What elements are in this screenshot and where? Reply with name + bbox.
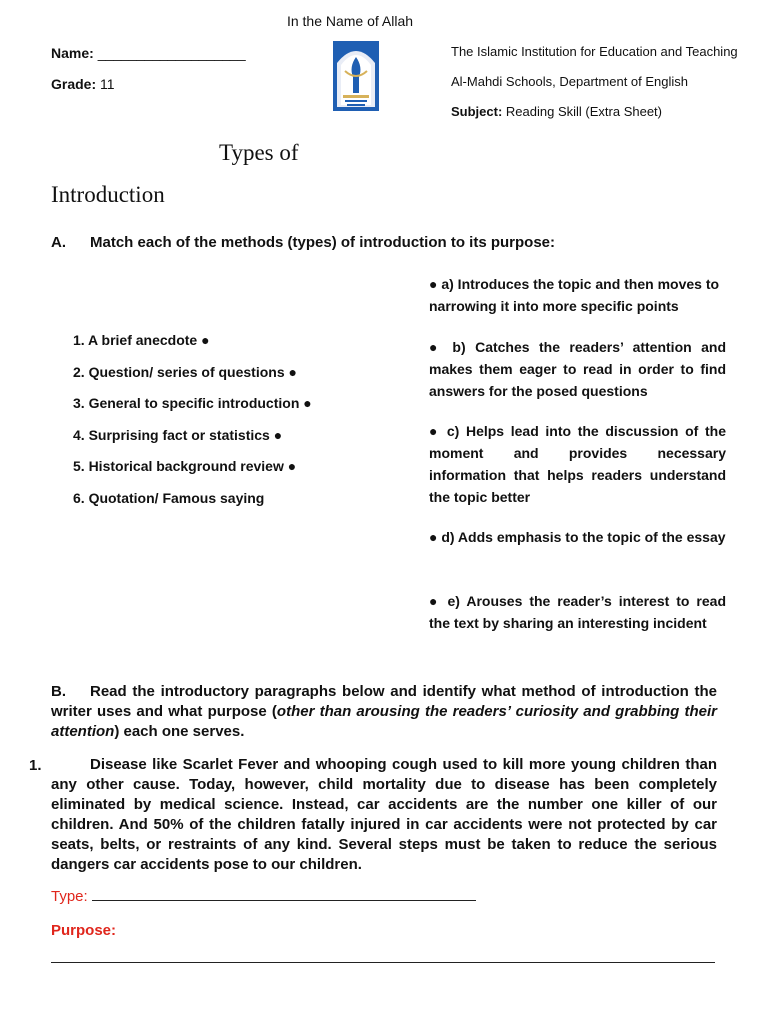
- name-blank: ___________________: [97, 45, 246, 61]
- section-b-instruction-end: ) each one serves.: [114, 723, 245, 740]
- grade-value: 11: [100, 76, 115, 92]
- purpose-answer-label: Purpose:: [51, 922, 117, 939]
- purpose-item-b[interactable]: ● b) Catches the readers’ attention and makes them eager to read in order to find answers for the posed questions: [429, 339, 726, 399]
- purpose-item-a[interactable]: ● a) Introduces the topic and then moves to narrowing it into more specific points: [429, 276, 720, 314]
- institution-info: [451, 37, 738, 127]
- name-label: Name:: [51, 45, 94, 61]
- grade-line: [51, 76, 115, 92]
- type-answer-blank[interactable]: [92, 900, 476, 901]
- type-label: Type:: [51, 888, 88, 905]
- section-a-instruction: Match each of the methods (types) of introduction to its purpose:: [90, 234, 556, 251]
- subject-line: [451, 97, 738, 127]
- purpose-item-e[interactable]: ● e) Arouses the reader’s interest to read the text by sharing an interesting incident: [429, 593, 726, 631]
- type-answer-field[interactable]: [51, 888, 476, 905]
- header-bismillah: In the Name of Allah: [286, 13, 414, 29]
- school-department: Al-Mahdi Schools, Department of English: [451, 74, 689, 89]
- page-title-line1: Types of: [219, 140, 299, 165]
- method-item[interactable]: 6. Quotation/ Famous saying: [73, 489, 265, 506]
- name-field[interactable]: [51, 45, 246, 61]
- method-item[interactable]: 5. Historical background review ●: [73, 458, 297, 474]
- question-1-paragraph: Disease like Scarlet Fever and whooping cough used to kill more young children than any other cause. Today, however, child mortality due to disease has been completely eliminated by medical science. Instead, car accidents are the number one killer of our children. And 50% of the children fatally injured in car accidents were not protected by car seats, belts, or restraints of any kind. Several steps must be taken to reduce the serious dangers car accidents pose to our children.: [51, 756, 717, 873]
- method-item[interactable]: 1. A brief anecdote ●: [73, 332, 210, 348]
- section-a-letter: A.: [51, 234, 66, 251]
- section-b-instruction-italic: other than arousing the readers’ curiosity and grabbing their attention: [51, 703, 717, 740]
- section-b-letter: B.: [51, 683, 66, 700]
- school-emblem-icon: [333, 41, 379, 111]
- section-b-heading: [51, 682, 717, 742]
- question-1-number: 1.: [29, 757, 42, 774]
- subject-value: Reading Skill (Extra Sheet): [505, 104, 662, 119]
- method-item[interactable]: 4. Surprising fact or statistics ●: [73, 426, 283, 443]
- grade-label: Grade:: [51, 76, 97, 92]
- section-a-heading: [51, 234, 555, 251]
- methods-list: [73, 330, 312, 519]
- subject-label: Subject:: [451, 104, 503, 119]
- section-b-instruction-start: Read the introductory paragraphs below and identify what method of introduction the writer uses and what purpose (: [51, 683, 717, 720]
- purpose-item-d[interactable]: ● d) Adds emphasis to the topic of the essay: [429, 529, 726, 545]
- method-item[interactable]: 3. General to specific introduction ●: [73, 395, 312, 411]
- institution-name: The Islamic Institution for Education and Teaching: [451, 44, 738, 59]
- method-item[interactable]: 2. Question/ series of questions ●: [73, 363, 297, 380]
- purpose-item-c[interactable]: ● c) Helps lead into the discussion of the moment and provides necessary information that helps readers understand the topic better: [429, 423, 726, 505]
- page-title-line2: Introduction: [51, 182, 165, 207]
- purpose-answer-blank[interactable]: [51, 962, 715, 963]
